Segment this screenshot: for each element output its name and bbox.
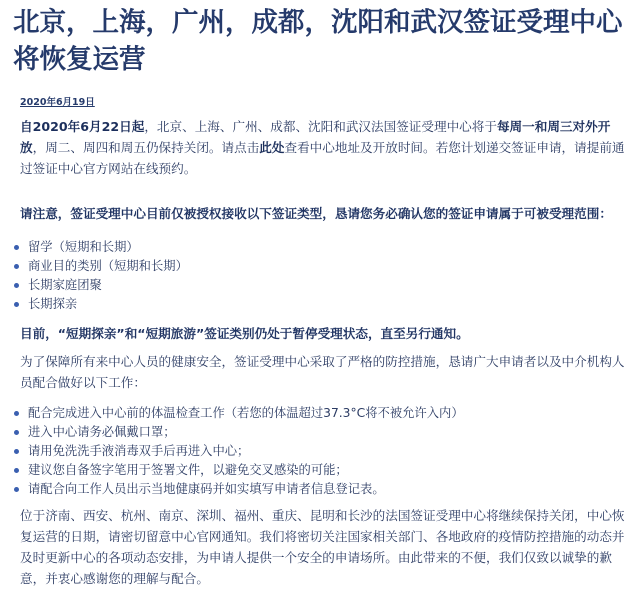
bullet-icon	[14, 264, 19, 269]
list-item: 配合完成进入中心前的体温检查工作（若您的体温超过37.3°C将不被允许入内）	[14, 404, 464, 423]
measures-intro: 为了保障所有来中心人员的健康安全，签证受理中心采取了严格的防控措施，恳请广大申请者以及中介机构人员配合做好以下工作：	[20, 354, 625, 390]
intro-text-2: ，周二、周四和周五仍保持关闭。请点击	[32, 140, 260, 155]
bullet-icon	[14, 245, 19, 250]
bullet-icon	[14, 487, 19, 492]
list-item: 进入中心请务必佩戴口罩；	[14, 423, 464, 442]
closing-paragraph: 位于济南、西安、杭州、南京、深圳、福州、重庆、昆明和长沙的法国签证受理中心将继续保持关闭，中心恢复运营的日期，请密切留意中心官网通知。我们将密切关注国家相关部门、各地政府的疫情防控措施的动态并及时更新中心的各项动态安排，为申请人提供一个安全的申请场所。由此带来的不便，我们仅致以诚挚的歉意，并衷心感谢您的理解与配合。	[20, 508, 625, 586]
list-item: 商业目的类别（短期和长期）	[14, 257, 188, 276]
intro-text-3: 查看中心地址及开放时间。若您计划递交签证申请，请提前通过签证中心官方网站在线预约。	[20, 140, 625, 176]
bullet-icon	[14, 449, 19, 454]
bullet-icon	[14, 468, 19, 473]
intro-open-days: 每周一和周三对外开放	[20, 119, 611, 155]
visa-type-list	[14, 238, 188, 314]
list-item: 请配合向工作人员出示当地健康码并如实填写申请者信息登记表。	[14, 480, 464, 499]
bullet-icon	[14, 302, 19, 307]
list-item: 长期家庭团聚	[14, 276, 188, 295]
list-item: 请用免洗洗手液消毒双手后再进入中心；	[14, 442, 464, 461]
page-title: 北京，上海，广州，成都，沈阳和武汉签证受理中心将恢复运营	[13, 7, 623, 75]
intro-text-1: ，北京、上海、广州、成都、沈阳和武汉法国签证受理中心将于	[144, 119, 497, 134]
list-item: 长期探亲	[14, 295, 188, 314]
bullet-icon	[14, 430, 19, 435]
list-item: 建议您自备签字笔用于签署文件，以避免交叉感染的可能；	[14, 461, 464, 480]
intro-paragraph	[20, 116, 630, 179]
publish-date: 2020年6月19日	[20, 97, 95, 108]
suspension-notice: 目前，“短期探亲”和“短期旅游”签证类别仍处于暂停受理状态，直至另行通知。	[20, 326, 469, 341]
list-item: 留学（短期和长期）	[14, 238, 188, 257]
measures-list	[14, 404, 464, 499]
address-link[interactable]: 此处	[259, 140, 285, 155]
visa-type-notice: 请注意，签证受理中心目前仅被授权接收以下签证类型，恳请您务必确认您的签证申请属于可被受理范围：	[20, 206, 612, 221]
bullet-icon	[14, 283, 19, 288]
intro-date-lead: 自2020年6月22日起	[20, 119, 145, 134]
bullet-icon	[14, 411, 19, 416]
